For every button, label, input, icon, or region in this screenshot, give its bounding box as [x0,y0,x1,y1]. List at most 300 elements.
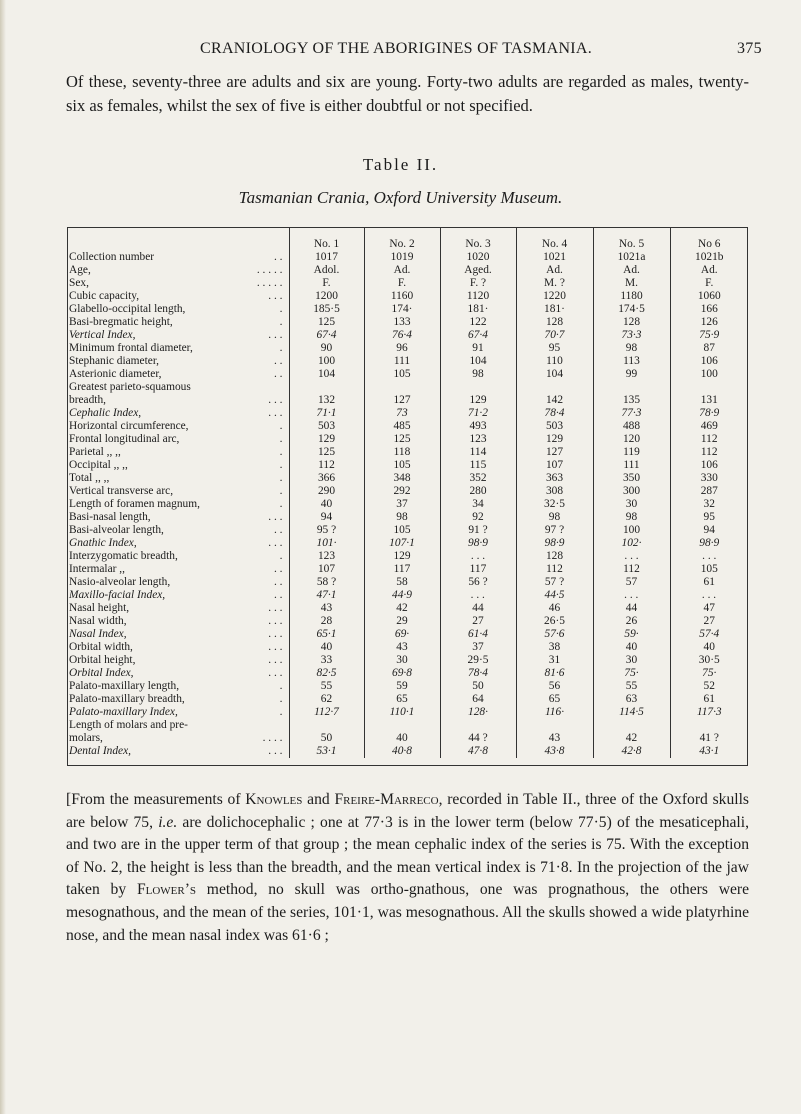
table-row [67,602,748,615]
table-cell: 57·6 [516,628,593,641]
table-row [67,303,748,316]
leader-dots: . . . [268,394,283,406]
table-cell: 469 [670,420,748,433]
table-cell: 29·5 [440,654,516,667]
row-label: breadth, [69,394,107,406]
table-cell: 75· [593,667,670,680]
row-label: Intermalar ,, [69,563,125,575]
row-label-cell [67,407,289,420]
page-number: 375 [737,40,762,57]
table-cell: Ad. [670,264,748,277]
table-cell: 1060 [670,290,748,303]
table-cell [289,381,364,394]
table-row [67,524,748,537]
table-row [67,251,748,264]
postscript-text: and [302,791,335,808]
table-cell: 44 [440,602,516,615]
table-cell [440,719,516,732]
table-row [67,433,748,446]
table-cell: 40 [289,498,364,511]
table-cell: 503 [516,420,593,433]
table-cell: 129 [289,433,364,446]
table-cell: 119 [593,446,670,459]
table-cell: 61 [670,693,748,706]
row-label: Nasal width, [69,615,127,627]
row-label-cell [67,394,289,407]
table-cell: 50 [289,732,364,745]
table-cell: 126 [670,316,748,329]
row-label-cell [67,563,289,576]
table-cell: 181· [440,303,516,316]
abbreviation-ie: i.e. [158,813,178,831]
author-name: Knowles [245,791,303,808]
table-row [67,394,748,407]
table-cell [440,381,516,394]
table-cell: 1120 [440,290,516,303]
row-label: Cephalic Index, [69,407,142,419]
row-label: Vertical Index, [69,329,136,341]
table-cell: 1019 [364,251,440,264]
table-cell [593,381,670,394]
table-cell: 98 [364,511,440,524]
table-cell: 116· [516,706,593,719]
leader-dots: . [279,342,283,354]
row-label-cell [67,615,289,628]
row-label-cell [67,745,289,758]
table-cell: 106 [670,459,748,472]
table-cell: 94 [670,524,748,537]
table-cell: 114 [440,446,516,459]
row-label: Glabello-occipital length, [69,303,186,315]
table-cell: 133 [364,316,440,329]
table-row [67,563,748,576]
table-cell: 125 [289,316,364,329]
table-cell: 59· [593,628,670,641]
table-row [67,485,748,498]
table-cell: 50 [440,680,516,693]
table-cell: 42·8 [593,745,670,758]
table-cell [364,719,440,732]
table-cell: 70·7 [516,329,593,342]
leader-dots: . [279,472,283,484]
table-cell: 348 [364,472,440,485]
table-row [67,628,748,641]
leader-dots: . . [273,563,283,575]
leader-dots: . [279,433,283,445]
row-label-cell [67,602,289,615]
table-cell: 65 [516,693,593,706]
table-cell: 129 [440,394,516,407]
column-header: No 6 [670,228,748,251]
table-cell: 352 [440,472,516,485]
leader-dots: . . [273,355,283,367]
table-cell: 44·5 [516,589,593,602]
table-cell: 107·1 [364,537,440,550]
table-cell: 82·5 [289,667,364,680]
table-cell: 64 [440,693,516,706]
table-cell: 40 [593,641,670,654]
postscript-paragraph [66,789,749,947]
table-cell: 95 ? [289,524,364,537]
row-label: Occipital ,, ,, [69,459,128,471]
table-cell: 110·1 [364,706,440,719]
table-cell: 98·9 [440,537,516,550]
row-label-cell [67,576,289,589]
table-cell: 115 [440,459,516,472]
row-label-cell [67,381,289,394]
table-cell: 142 [516,394,593,407]
table-cell: 1160 [364,290,440,303]
table-cell: 488 [593,420,670,433]
table-cell: 125 [364,433,440,446]
table-cell: 485 [364,420,440,433]
table-header-row [67,228,748,251]
table-cell: 1020 [440,251,516,264]
table-cell: 37 [440,641,516,654]
row-label-cell [67,368,289,381]
table-cell: 105 [364,368,440,381]
table-cell: 102· [593,537,670,550]
row-label-cell [67,329,289,342]
table-cell: 129 [516,433,593,446]
table-cell: 75· [670,667,748,680]
leader-dots: . [279,706,283,718]
table-cell: 69·8 [364,667,440,680]
table-cell: 1021 [516,251,593,264]
row-label: Palato-maxillary Index, [69,706,178,718]
row-label: Interzygomatic breadth, [69,550,178,562]
table-cell: 55 [289,680,364,693]
row-label: Basi-bregmatic height, [69,316,173,328]
column-header: No. 5 [593,228,670,251]
leader-dots: . . . [268,615,283,627]
table-cell: 122 [440,316,516,329]
row-label: Age, [69,264,91,276]
row-label-cell [67,342,289,355]
row-label-cell [67,511,289,524]
leader-dots: . . . [268,654,283,666]
table-cell: 350 [593,472,670,485]
table-cell: 120 [593,433,670,446]
table-cell: 125 [289,446,364,459]
leader-dots: . [279,550,283,562]
table-cell: 44 ? [440,732,516,745]
table-cell: 75·9 [670,329,748,342]
table-cell: 91 [440,342,516,355]
table-cell: 30 [593,654,670,667]
table-cell: 123 [289,550,364,563]
table-cell: 55 [593,680,670,693]
table-cell: Ad. [364,264,440,277]
table-cell [593,719,670,732]
table-cell: 62 [289,693,364,706]
leader-dots: . [279,303,283,315]
leader-dots: . [279,459,283,471]
table-row [67,277,748,290]
leader-dots: . . . [268,602,283,614]
table-cell: 114·5 [593,706,670,719]
table-row [67,550,748,563]
table-row [67,264,748,277]
row-label: Dental Index, [69,745,131,757]
row-label-cell [67,719,289,732]
leader-dots: . [279,680,283,692]
table-cell: F. ? [440,277,516,290]
table-cell: 40·8 [364,745,440,758]
table-cell: 290 [289,485,364,498]
table-cell: 56 [516,680,593,693]
row-label: Length of foramen magnum, [69,498,200,510]
table-cell: Aged. [440,264,516,277]
table-cell: 90 [289,342,364,355]
table-cell: 71·2 [440,407,516,420]
table-row [67,745,748,758]
table-cell: Ad. [593,264,670,277]
table-cell: 26 [593,615,670,628]
table-cell: 92 [440,511,516,524]
table-cell: 106 [670,355,748,368]
table-cell: 366 [289,472,364,485]
leader-dots: . [279,420,283,432]
table-cell: 107 [516,459,593,472]
table-cell: Ad. [516,264,593,277]
table-cell: 57 [593,576,670,589]
table-cell: 493 [440,420,516,433]
row-label-cell [67,251,289,264]
table-row [67,706,748,719]
leader-dots: . . [273,524,283,536]
table-cell: 40 [289,641,364,654]
leader-dots: . . . [268,537,283,549]
table-cell: 29 [364,615,440,628]
table-cell: 40 [364,732,440,745]
column-header: No. 1 [289,228,364,251]
leader-dots: . . . . . [256,264,283,276]
row-label: Orbital height, [69,654,136,666]
row-label: Palato-maxillary breadth, [69,693,185,705]
crania-measurements-table [67,228,748,758]
table-label: Table II. [362,155,439,174]
table-cell: 30·5 [670,654,748,667]
row-label-cell [67,433,289,446]
table-cell: 67·4 [289,329,364,342]
table-cell: . . . [593,550,670,563]
table-cell: 73 [364,407,440,420]
table-cell: 26·5 [516,615,593,628]
row-label-cell [67,498,289,511]
table-cell: 77·3 [593,407,670,420]
table-row [67,381,748,394]
table-cell: 94 [289,511,364,524]
table-cell: 1200 [289,290,364,303]
leader-dots: . . . [268,407,283,419]
table-cell [670,719,748,732]
row-label: Stephanic diameter, [69,355,160,367]
table-row [67,537,748,550]
table-cell: 31 [516,654,593,667]
row-label: Vertical transverse arc, [69,485,174,497]
table-cell: 105 [670,563,748,576]
table-cell: 43·1 [670,745,748,758]
leader-dots: . . . . . [256,277,283,289]
table-cell: 127 [516,446,593,459]
table-cell: F. [670,277,748,290]
table-cell: 104 [289,368,364,381]
leader-dots [283,719,289,732]
table-row [67,420,748,433]
table-cell: 42 [593,732,670,745]
table-row [67,576,748,589]
table-cell: 127 [364,394,440,407]
table-row [67,680,748,693]
table-cell: 111 [364,355,440,368]
table-cell: 57 ? [516,576,593,589]
table-cell: 53·1 [289,745,364,758]
table-cell: 56 ? [440,576,516,589]
table-cell: . . . [670,550,748,563]
row-label-cell [67,524,289,537]
table-cell: 131 [670,394,748,407]
row-label: Basi-alveolar length, [69,524,164,536]
table-cell: 30 [364,654,440,667]
leader-dots: . . [273,576,283,588]
row-label-cell [67,693,289,706]
row-label: Greatest parieto-squamous [69,381,191,393]
author-name: Freire-Marreco [334,791,439,808]
row-label-cell [67,277,289,290]
row-label-cell [67,641,289,654]
row-label: Orbital width, [69,641,133,653]
table-cell: 117·3 [670,706,748,719]
table-cell: 100 [670,368,748,381]
row-label-cell [67,446,289,459]
table-cell: 59 [364,680,440,693]
table-cell: 61 [670,576,748,589]
table-cell: 42 [364,602,440,615]
table-row [67,472,748,485]
row-label: Collection number [69,251,155,263]
leader-dots: . [279,498,283,510]
table-cell: 44·9 [364,589,440,602]
table-cell: 52 [670,680,748,693]
table-row [67,589,748,602]
row-label-cell [67,680,289,693]
table-cell: 47 [670,602,748,615]
table-row [67,654,748,667]
table-cell: 105 [364,459,440,472]
table-cell: 112 [289,459,364,472]
table-cell: 128 [516,550,593,563]
table-cell: 95 [670,511,748,524]
table-row [67,693,748,706]
table-cell: 112 [593,563,670,576]
row-label-cell [67,732,289,745]
table-cell: M. ? [516,277,593,290]
table-cell: 110 [516,355,593,368]
table-cell: 101· [289,537,364,550]
table-cell: 363 [516,472,593,485]
row-label-cell [67,420,289,433]
table-cell: . . . [593,589,670,602]
row-label-cell [67,264,289,277]
row-label-cell [67,303,289,316]
table-cell: 100 [289,355,364,368]
table-cell: 57·4 [670,628,748,641]
table-row [67,511,748,524]
table-cell: 65 [364,693,440,706]
leader-dots: . . . [268,628,283,640]
table-cell: 129 [364,550,440,563]
row-label: Frontal longitudinal arc, [69,433,180,445]
table-cell: 118 [364,446,440,459]
row-label: Palato-maxillary length, [69,680,180,692]
table-cell: 185·5 [289,303,364,316]
table-cell: 67·4 [440,329,516,342]
table-cell: 40 [670,641,748,654]
row-label: Horizontal circumference, [69,420,189,432]
row-label: Total ,, ,, [69,472,110,484]
table-cell [289,719,364,732]
leader-dots: . . . [268,745,283,757]
table-cell: 65·1 [289,628,364,641]
table-cell: F. [289,277,364,290]
table-cell [364,381,440,394]
row-label: Maxillo-facial Index, [69,589,166,601]
table-cell: 37 [364,498,440,511]
row-label-cell [67,459,289,472]
row-label: Parietal ,, ,, [69,446,121,458]
table-cell [516,719,593,732]
table-caption: Tasmanian Crania, Oxford University Museum. [238,188,563,207]
table-row [67,342,748,355]
table-cell: 44 [593,602,670,615]
table-cell: 47·8 [440,745,516,758]
row-label: Minimum frontal diameter, [69,342,193,354]
table-cell: M. [593,277,670,290]
row-label-cell [67,537,289,550]
table-row [67,498,748,511]
table-cell: 112 [670,446,748,459]
table-row [67,667,748,680]
table-cell: 174·5 [593,303,670,316]
table-cell: 78·9 [670,407,748,420]
table-row [67,355,748,368]
table-cell: 87 [670,342,748,355]
table-cell: 81·6 [516,667,593,680]
table-cell: 123 [440,433,516,446]
table-cell: 73·3 [593,329,670,342]
table-cell: 27 [440,615,516,628]
table-cell: 112 [670,433,748,446]
table-cell: 330 [670,472,748,485]
row-label-cell [67,472,289,485]
table-row [67,615,748,628]
postscript-text: are dolichocephalic ; one at 77·3 is in the lower term (below 77·5) of the mesaticephali, and two are in the upper term of that group ; the mean cephalic index of the series is 75. With the exception of No. 2, the height is less than the breadth, and the mean vertical index is 71·8. In the projection of the jaw taken by [66,813,749,899]
table-row [67,316,748,329]
leader-dots: . . . [268,290,283,302]
table-row [67,719,748,732]
row-label-cell [67,706,289,719]
leader-dots: . [279,485,283,497]
postscript-text: [From the measurements of [66,791,246,808]
row-label: Cubic capacity, [69,290,140,302]
table-cell: 32 [670,498,748,511]
table-cell: 58 ? [289,576,364,589]
header-blank-cell [67,228,289,251]
table-row [67,459,748,472]
table-cell: 112 [516,563,593,576]
running-head-title: CRANIOLOGY OF THE ABORIGINES OF TASMANIA. [200,40,593,57]
